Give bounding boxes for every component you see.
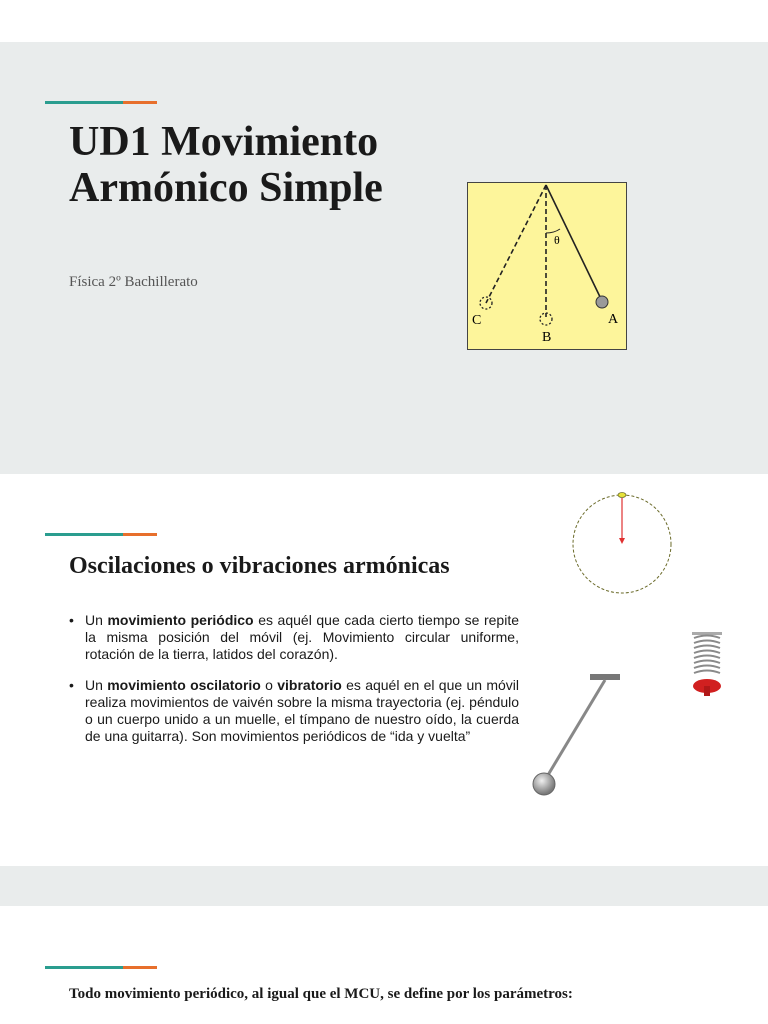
bullet-dot: •	[69, 677, 74, 693]
term-vibratory: vibratorio	[277, 677, 342, 693]
bullet-oscillatory: • Un movimiento oscilatorio o vibratorio es aquél en el que un móvil realiza movimientos de vaivén sobre la misma trayectoria (ej. péndulo o un cuerpo unido a un muelle, el tímpano de nuestro oído, la cuerda de una guitarra). Son movimientos periódicos de “ida y vuelta”	[69, 677, 519, 744]
label-a: A	[608, 312, 619, 327]
slide-oscillations	[0, 474, 768, 866]
section-heading: Oscilaciones o vibraciones armónicas	[69, 553, 450, 579]
label-c: C	[472, 313, 482, 328]
bullet-list	[69, 612, 519, 759]
slide-title-heading: UD1 Movimiento Armónico Simple	[69, 119, 383, 211]
spring-mass-figure	[678, 624, 742, 709]
slide-parameters	[0, 906, 768, 1024]
accent-line	[45, 966, 157, 969]
accent-line	[45, 533, 157, 536]
slide-separator	[0, 866, 768, 906]
bullet-dot: •	[69, 612, 74, 628]
bullet-periodic: • Un movimiento periódico es aquél que cada cierto tiempo se repite la misma posición del móvil (ej. Movimiento circular uniforme, rotación de la tierra, latidos del corazón).	[69, 612, 519, 662]
pendulum-diagram	[467, 182, 627, 350]
simple-pendulum-figure	[520, 670, 630, 815]
theta-label: θ	[554, 233, 560, 247]
parameters-intro: Todo movimiento periódico, al igual que el MCU, se define por los parámetros:	[69, 986, 573, 1002]
slide-title	[0, 42, 768, 474]
term-periodic: movimiento periódico	[107, 612, 254, 628]
slide-subtitle: Física 2º Bachillerato	[69, 274, 198, 290]
accent-line	[45, 101, 157, 104]
circular-motion-figure	[560, 480, 684, 609]
term-oscillatory: movimiento oscilatorio	[107, 677, 261, 693]
label-b: B	[542, 330, 552, 345]
